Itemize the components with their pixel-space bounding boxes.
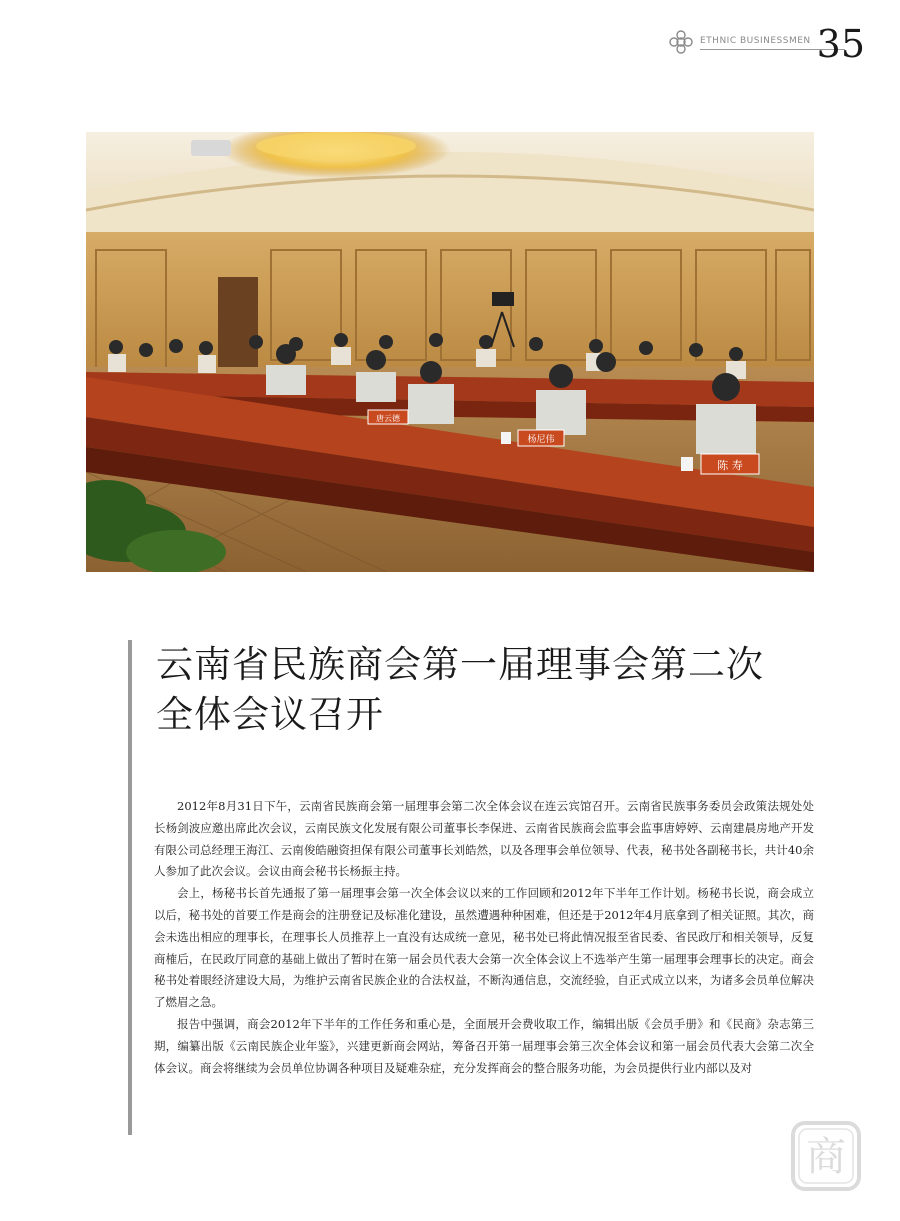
page-number: 35 bbox=[816, 22, 865, 66]
magazine-logo-icon bbox=[666, 28, 696, 56]
paragraph: 会上，杨秘书长首先通报了第一届理事会第一次全体会议以来的工作回顾和2012年下半年工作计划。杨秘书长说，商会成立以后，秘书处的首要工作是商会的注册登记及标准化建设，虽然遭遇种种困难，但还是于2012年4月底拿到了相关证照。其次，商会未选出相应的理事长，在理事长人员推荐上一直没有达成统一意见，秘书处已将此情况报至省民委、省民政厅和相关领导，反复商榷后，在民政厅同意的基础上做出了暂时在第一届会员代表大会第一次全体会议上不选举产生第一届理事会理事长的决定。商会秘书处着眼经济建设大局，为维护云南省民族企业的合法权益，不断沟通信息，交流经验，自正式成立以来，为诸多会员单位解决了燃眉之急。 bbox=[154, 886, 814, 1010]
name-card-1: 陈 寿 bbox=[717, 459, 743, 472]
conference-photo bbox=[86, 132, 814, 572]
shang-watermark-icon bbox=[790, 1120, 862, 1192]
name-card-2: 杨尼伟 bbox=[527, 435, 555, 445]
watermark-char: 商 bbox=[806, 1134, 846, 1180]
title-accent-bar bbox=[128, 640, 132, 1135]
magazine-name: ETHNIC BUSINESSMEN bbox=[700, 36, 811, 46]
name-card-3: 唐云德 bbox=[376, 414, 400, 423]
article-body bbox=[154, 796, 814, 1079]
page-header bbox=[660, 22, 875, 66]
article-title-line-2: 全体会议召开 bbox=[156, 693, 384, 736]
paragraph: 报告中强调，商会2012年下半年的工作任务和重心是，全面展开会费收取工作，编辑出版《会员手册》和《民商》杂志第三期，编纂出版《云南民族企业年鉴》，兴建更新商会网站，筹备召开第一届理事会第三次全体会议和第一届会员代表大会第二次全体会议。商会将继续为会员单位协调各种项目及疑难杂症，充分发挥商会的整合服务功能，为会员提供行业内部以及对 bbox=[154, 1016, 814, 1075]
paragraph: 2012年8月31日下午，云南省民族商会第一届理事会第二次全体会议在连云宾馆召开。云南省民族事务委员会政策法规处处长杨剑波应邀出席此次会议，云南民族文化发展有限公司董事长李保进、云南省民族商会监事会监事唐婷婷、云南建晨房地产开发有限公司总经理王海江、云南俊皓融资担保有限公司董事长刘皓然，以及各理事会单位领导、代表，秘书处各副秘书长，共计40余人参加了此次会议。会议由商会秘书长杨振主持。 bbox=[154, 799, 814, 879]
conference-photo-illustration bbox=[86, 132, 814, 572]
article-title bbox=[156, 640, 836, 740]
article-title-line-1: 云南省民族商会第一届理事会第二次 bbox=[156, 643, 764, 686]
